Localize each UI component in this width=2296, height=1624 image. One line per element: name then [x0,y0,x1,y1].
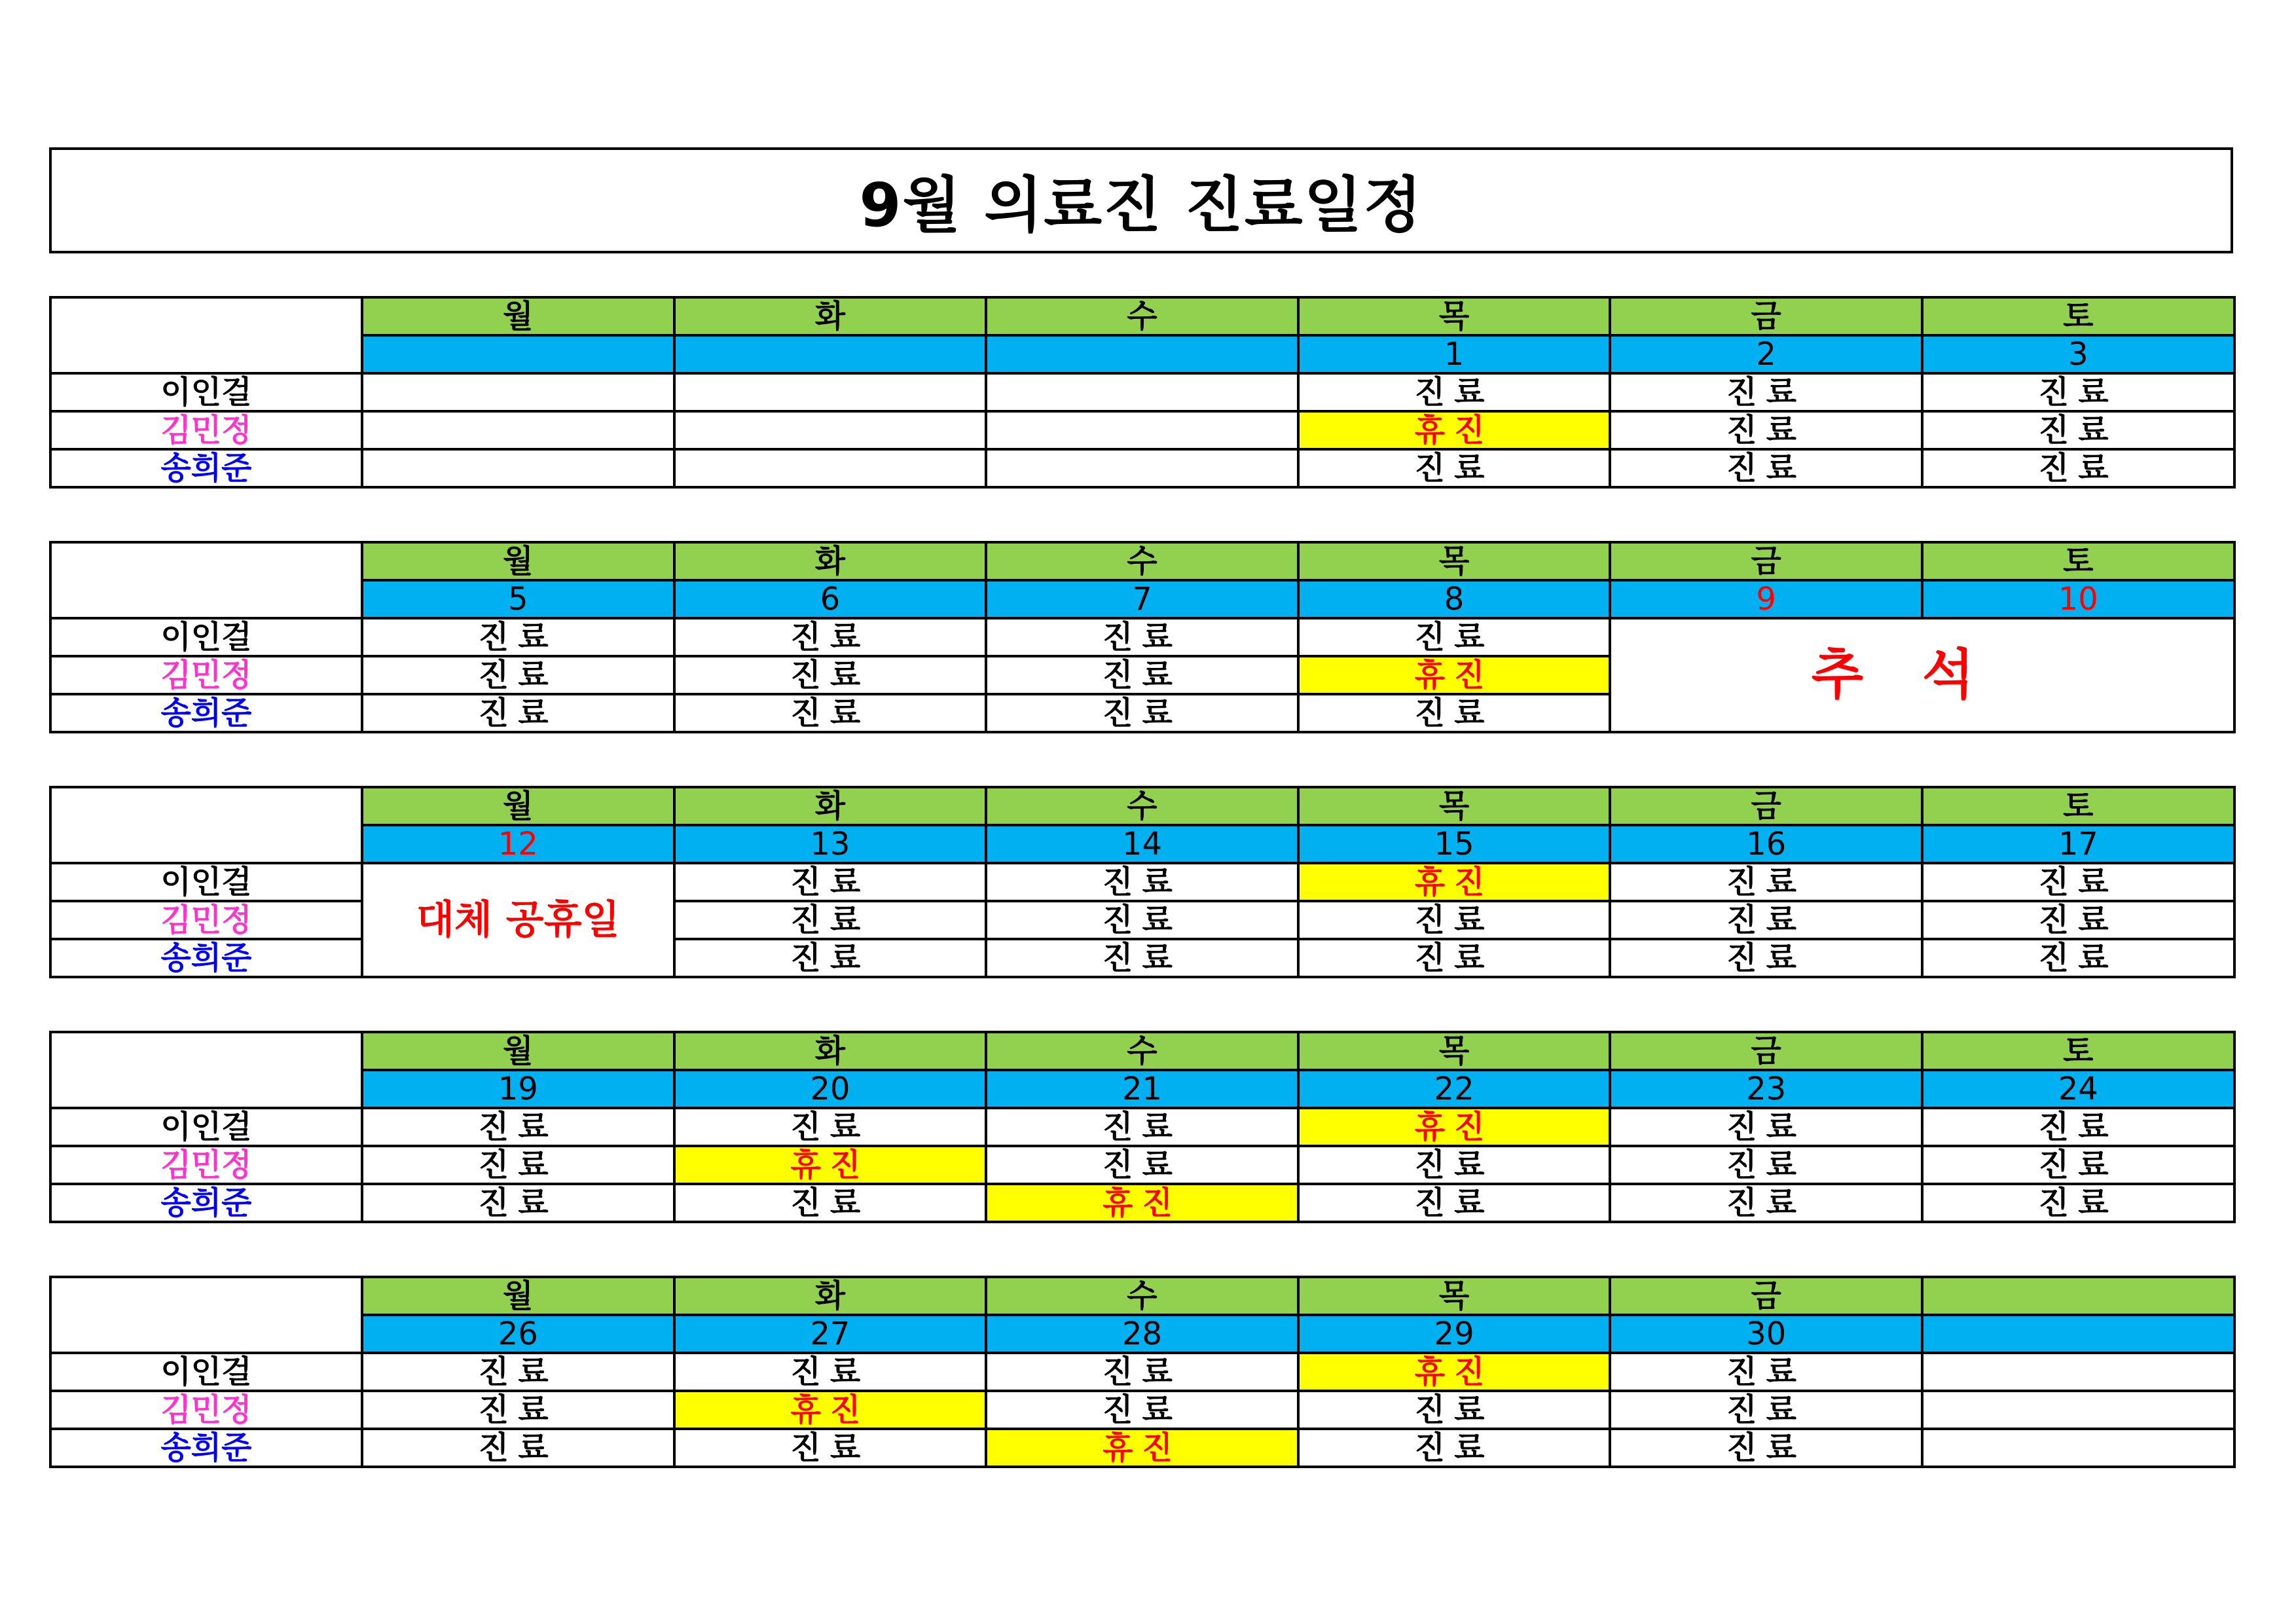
schedule-cell: 진료 [674,939,987,977]
schedule-cell: 진료 [986,939,1298,977]
schedule-cell: 휴진 [674,1146,987,1184]
doctor-row [50,863,2234,901]
doctor-name: 송희준 [50,694,362,732]
schedule-cell: 휴진 [1298,863,1611,901]
date-cell [674,335,987,373]
schedule-cell: 진료 [1922,863,2234,901]
schedule-cell [986,373,1298,411]
date-cell: 9 [1610,580,1922,618]
schedule-cell: 진료 [1922,1108,2234,1146]
schedule-cell: 진료 [1922,411,2234,449]
date-cell: 15 [1298,825,1611,863]
schedule-cell: 진료 [986,694,1298,732]
doctor-name: 송희준 [50,939,362,977]
week-table-3 [49,786,2236,978]
dayname-cell: 목 [1298,1032,1611,1070]
schedule-cell [674,411,987,449]
dayname-cell: 수 [986,1032,1298,1070]
schedule-cell: 진료 [986,1146,1298,1184]
week-table-1 [49,296,2236,489]
schedule-cell: 진료 [1298,1391,1611,1429]
schedule-cell: 진료 [674,1108,987,1146]
dayname-cell: 화 [674,787,987,825]
date-cell: 12 [362,825,674,863]
schedule-cell: 진료 [986,1108,1298,1146]
dayname-cell: 토 [1922,542,2234,580]
date-cell [362,335,674,373]
dayname-cell: 월 [362,1277,674,1315]
schedule-cell: 진료 [1922,449,2234,487]
schedule-cell: 진료 [986,901,1298,939]
schedule-cell: 진료 [674,1184,987,1222]
schedule-cell: 진료 [1610,939,1922,977]
doctor-name: 김민정 [50,1146,362,1184]
corner-cell [50,1032,362,1108]
date-cell: 5 [362,580,674,618]
schedule-cell [1922,1353,2234,1391]
doctor-row [50,449,2234,487]
schedule-cell: 진료 [986,1353,1298,1391]
week-table-2 [49,541,2236,733]
schedule-cell: 진료 [1610,1184,1922,1222]
schedule-cell: 진료 [1298,1184,1611,1222]
date-row [50,580,2234,618]
doctor-row [50,1184,2234,1222]
dayname-cell: 화 [674,1032,987,1070]
doctor-name: 이인걸 [50,1108,362,1146]
schedule-cell: 진료 [1610,863,1922,901]
doctor-row [50,1146,2234,1184]
date-cell [1922,1315,2234,1353]
schedule-cell: 진료 [1298,694,1611,732]
doctor-row [50,373,2234,411]
doctor-name: 이인걸 [50,618,362,656]
schedule-cell: 휴진 [674,1391,987,1429]
schedule-cell: 진료 [1298,939,1611,977]
schedule-cell: 진료 [1922,1146,2234,1184]
schedule-cell: 진료 [1298,1146,1611,1184]
schedule-cell: 진료 [674,656,987,694]
schedule-cell: 진료 [1298,901,1611,939]
corner-cell [50,542,362,618]
doctor-name: 송희준 [50,1184,362,1222]
schedule-cell: 진료 [1298,373,1611,411]
schedule-cell: 진료 [986,1391,1298,1429]
substitute-holiday-label: 대체 공휴일 [362,863,674,977]
schedule-cell: 진료 [362,618,674,656]
schedule-cell: 진료 [986,656,1298,694]
schedule-cell: 진료 [362,694,674,732]
date-cell: 8 [1298,580,1611,618]
schedule-cell: 진료 [1610,1353,1922,1391]
schedule-cell: 진료 [362,656,674,694]
date-cell: 27 [674,1315,987,1353]
date-cell: 16 [1610,825,1922,863]
schedule-cell: 진료 [674,694,987,732]
doctor-row [50,411,2234,449]
date-cell [986,335,1298,373]
dayname-cell: 토 [1922,787,2234,825]
schedule-cell: 진료 [674,1429,987,1467]
schedule-cell: 진료 [1298,449,1611,487]
date-cell: 21 [986,1070,1298,1108]
date-cell: 23 [1610,1070,1922,1108]
dayname-row [50,297,2234,335]
date-cell: 7 [986,580,1298,618]
dayname-cell [1922,1277,2234,1315]
schedule-cell: 진료 [362,1108,674,1146]
schedule-cell: 진료 [1298,1429,1611,1467]
doctor-name: 김민정 [50,1391,362,1429]
date-cell: 24 [1922,1070,2234,1108]
doctor-row [50,618,2234,656]
doctor-row [50,1353,2234,1391]
dayname-row [50,787,2234,825]
schedule-cell: 진료 [674,618,987,656]
doctor-row [50,1108,2234,1146]
schedule-cell: 진료 [362,1429,674,1467]
dayname-cell: 목 [1298,542,1611,580]
dayname-row [50,1032,2234,1070]
week-table-4 [49,1031,2236,1223]
schedule-cell [674,449,987,487]
schedule-cell: 진료 [674,1353,987,1391]
schedule-cell: 진료 [362,1353,674,1391]
date-row [50,1070,2234,1108]
dayname-cell: 목 [1298,787,1611,825]
schedule-cell: 휴진 [1298,656,1611,694]
dayname-cell: 월 [362,542,674,580]
corner-cell [50,1277,362,1353]
date-cell: 13 [674,825,987,863]
dayname-cell: 화 [674,542,987,580]
dayname-cell: 금 [1610,1277,1922,1315]
doctor-name: 김민정 [50,411,362,449]
dayname-cell: 월 [362,1032,674,1070]
date-cell: 26 [362,1315,674,1353]
date-cell: 22 [1298,1070,1611,1108]
date-cell: 29 [1298,1315,1611,1353]
schedule-cell [986,449,1298,487]
dayname-cell: 목 [1298,1277,1611,1315]
dayname-cell: 수 [986,1277,1298,1315]
date-cell: 10 [1922,580,2234,618]
schedule-cell: 진료 [1922,901,2234,939]
schedule-cell: 진료 [674,901,987,939]
schedule-cell: 진료 [1610,373,1922,411]
dayname-cell: 금 [1610,787,1922,825]
date-cell: 6 [674,580,987,618]
dayname-cell: 수 [986,297,1298,335]
date-cell: 14 [986,825,1298,863]
schedule-cell: 진료 [1922,1184,2234,1222]
dayname-row [50,542,2234,580]
schedule-cell [362,373,674,411]
schedule-cell: 진료 [1610,1391,1922,1429]
dayname-cell: 토 [1922,297,2234,335]
dayname-cell: 금 [1610,542,1922,580]
schedule-cell: 진료 [1610,449,1922,487]
week-table-5 [49,1276,2236,1468]
dayname-cell: 월 [362,787,674,825]
schedule-cell: 진료 [986,863,1298,901]
dayname-cell: 금 [1610,1032,1922,1070]
dayname-cell: 화 [674,1277,987,1315]
doctor-name: 김민정 [50,656,362,694]
page-title: 9월 의료진 진료일정 [49,147,2233,253]
schedule-cell [1922,1429,2234,1467]
doctor-name: 송희준 [50,449,362,487]
doctor-name: 송희준 [50,1429,362,1467]
doctor-row [50,1429,2234,1467]
date-cell: 28 [986,1315,1298,1353]
schedule-cell [986,411,1298,449]
schedule-cell: 진료 [1610,901,1922,939]
schedule-cell: 진료 [362,1146,674,1184]
date-cell: 1 [1298,335,1611,373]
schedule-cell: 휴진 [1298,1108,1611,1146]
doctor-row [50,1391,2234,1429]
dayname-cell: 토 [1922,1032,2234,1070]
date-cell: 2 [1610,335,1922,373]
doctor-name: 김민정 [50,901,362,939]
date-cell: 30 [1610,1315,1922,1353]
date-cell: 3 [1922,335,2234,373]
schedule-cell: 휴진 [986,1429,1298,1467]
schedule-cell: 진료 [674,863,987,901]
schedule-cell [1922,1391,2234,1429]
dayname-cell: 금 [1610,297,1922,335]
schedule-cell: 진료 [1610,1108,1922,1146]
schedule-cell [362,449,674,487]
corner-cell [50,787,362,863]
schedule-cell: 휴진 [986,1184,1298,1222]
dayname-cell: 월 [362,297,674,335]
schedule-cell: 휴진 [1298,1353,1611,1391]
schedule-cell: 진료 [362,1184,674,1222]
doctor-name: 이인걸 [50,863,362,901]
schedule-cell: 진료 [1610,411,1922,449]
date-cell: 20 [674,1070,987,1108]
dayname-cell: 목 [1298,297,1611,335]
dayname-cell: 화 [674,297,987,335]
corner-cell [50,297,362,373]
dayname-cell: 수 [986,787,1298,825]
dayname-cell: 수 [986,542,1298,580]
date-row [50,1315,2234,1353]
schedule-cell [362,411,674,449]
schedule-cell: 진료 [1610,1146,1922,1184]
schedule-cell: 진료 [1922,373,2234,411]
date-cell: 17 [1922,825,2234,863]
schedule-cell: 휴진 [1298,411,1611,449]
schedule-cell: 진료 [362,1391,674,1429]
dayname-row [50,1277,2234,1315]
date-cell: 19 [362,1070,674,1108]
doctor-name: 이인걸 [50,1353,362,1391]
doctor-name: 이인걸 [50,373,362,411]
schedule-cell: 진료 [1298,618,1611,656]
schedule-cell: 진료 [1922,939,2234,977]
schedule-cell: 진료 [986,618,1298,656]
schedule-cell [674,373,987,411]
date-row [50,335,2234,373]
holiday-chuseok-label: 추석 [1610,618,2234,732]
schedule-cell: 진료 [1610,1429,1922,1467]
date-row [50,825,2234,863]
